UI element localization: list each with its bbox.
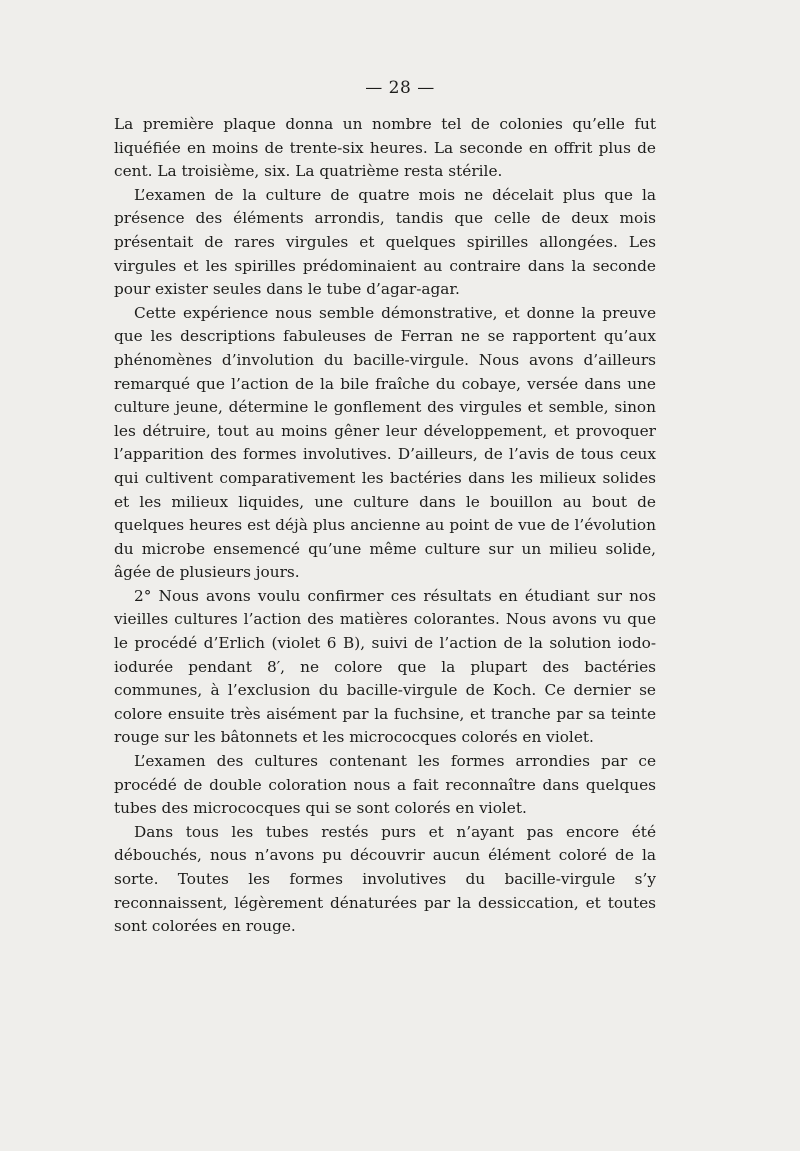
page-number: — 28 — xyxy=(365,78,435,98)
paragraph-5: L’examen des cultures contenant les formes arrondies par ce procédé de double coloration nous a fait reconnaître dans quelques tubes des micrococques qui se sont colorés en violet. xyxy=(114,752,656,818)
paragraph-4: 2° Nous avons voulu confirmer ces résultats en étudiant sur nos vieilles cultures l’action des matières colorantes. Nous avons vu que le procédé d’Erlich (violet 6 B), suivi de l’action de la solution iodo-iodurée pendant 8′, ne colore que la plupart des bactéries communes, à l’exclusion du bacille-virgule de Koch. Ce dernier se colore ensuite très aisément par la fuchsine, et tranche par sa teinte rouge sur les bâtonnets et les micrococques colorés en violet. xyxy=(114,586,656,747)
paragraph-2: L’examen de la culture de quatre mois ne décelait plus que la présence des éléments arrondis, tandis que celle de deux mois présentait de rares virgules et quelques spirilles allongées. Les virgules et les spirilles prédominaient au contraire dans la seconde pour exister seules dans le tube d’agar-agar. xyxy=(114,185,656,299)
body-text xyxy=(114,113,656,939)
paragraph-3: Cette expérience nous semble démonstrative, et donne la preuve que les descriptions fabuleuses de Ferran ne se rapportent qu’aux phénomènes d’involution du bacille-virgule. Nous avons d’ailleurs remarqué que l’action de la bile fraîche du cobaye, versée dans une culture jeune, détermine le gonflement des virgules et semble, sinon les détruire, tout au moins gêner leur développement, et provoquer l’apparition des formes involutives. D’ailleurs, de l’avis de tous ceux qui cultivent comparativement les bactéries dans les milieux solides et les milieux liquides, une culture dans le bouillon au bout de quelques heures est déjà plus ancienne au point de vue de l’évolution du microbe ensemencé qu’une même culture sur un milieu solide, âgée de plusieurs jours. xyxy=(114,303,656,582)
paragraph-6: Dans tous les tubes restés purs et n’ayant pas encore été débouchés, nous n’avons pu découvrir aucun élément coloré de la sorte. Toutes les formes involutives du bacille-virgule s’y reconnaissent, légèrement dénaturées par la dessiccation, et toutes sont colorées en rouge. xyxy=(114,822,656,936)
paragraph-1: La première plaque donna un nombre tel de colonies qu’elle fut liquéfiée en moins de trente-six heures. La seconde en offrit plus de cent. La troisième, six. La quatrième resta stérile. xyxy=(114,115,656,181)
